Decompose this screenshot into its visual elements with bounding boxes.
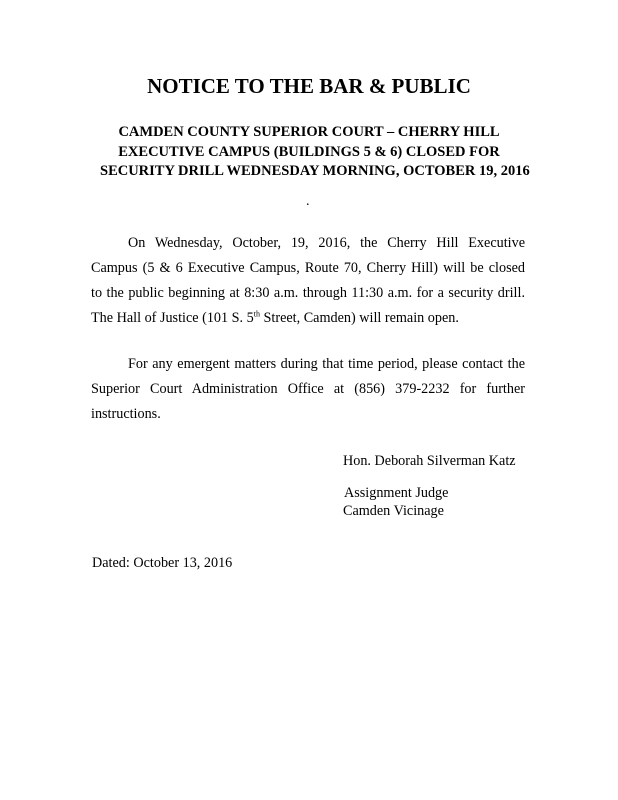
paragraph-closure: [91, 231, 525, 331]
paragraph-contact: [91, 352, 525, 427]
subtitle-line: EXECUTIVE CAMPUS (BUILDINGS 5 & 6) CLOSED FOR: [118, 143, 500, 160]
paragraph-line: to the public beginning at 8:30 a.m. through 11:30 a.m. for a security drill.: [91, 285, 525, 301]
notice-subtitle: [100, 123, 530, 182]
subtitle-line: SECURITY DRILL WEDNESDAY MORNING, OCTOBER 19, 2016: [100, 163, 530, 179]
ordinal-suffix: th: [253, 309, 260, 319]
separator-dot: .: [306, 194, 310, 209]
paragraph-text: The Hall of Justice (101 S. 5: [91, 310, 254, 326]
paragraph-line: instructions.: [91, 406, 161, 422]
paragraph-line: Campus (5 & 6 Executive Campus, Route 70, Cherry Hill) will be closed: [91, 260, 525, 276]
paragraph-line: Superior Court Administration Office at (856) 379-2232 for further: [91, 381, 525, 397]
signer-vicinage: Camden Vicinage: [343, 503, 444, 519]
paragraph-line: [91, 306, 525, 331]
notice-title: NOTICE TO THE BAR & PUBLIC: [147, 74, 471, 98]
signer-title: Assignment Judge: [344, 485, 449, 501]
subtitle-line: CAMDEN COUNTY SUPERIOR COURT – CHERRY HILL: [118, 124, 500, 140]
paragraph-line: For any emergent matters during that time period, please contact the: [128, 356, 525, 372]
dated-line: Dated: October 13, 2016: [92, 555, 233, 571]
signer-name: Hon. Deborah Silverman Katz: [343, 453, 516, 469]
paragraph-line: On Wednesday, October, 19, 2016, the Cherry Hill Executive: [128, 235, 525, 251]
paragraph-text: Street, Camden) will remain open.: [259, 310, 459, 326]
